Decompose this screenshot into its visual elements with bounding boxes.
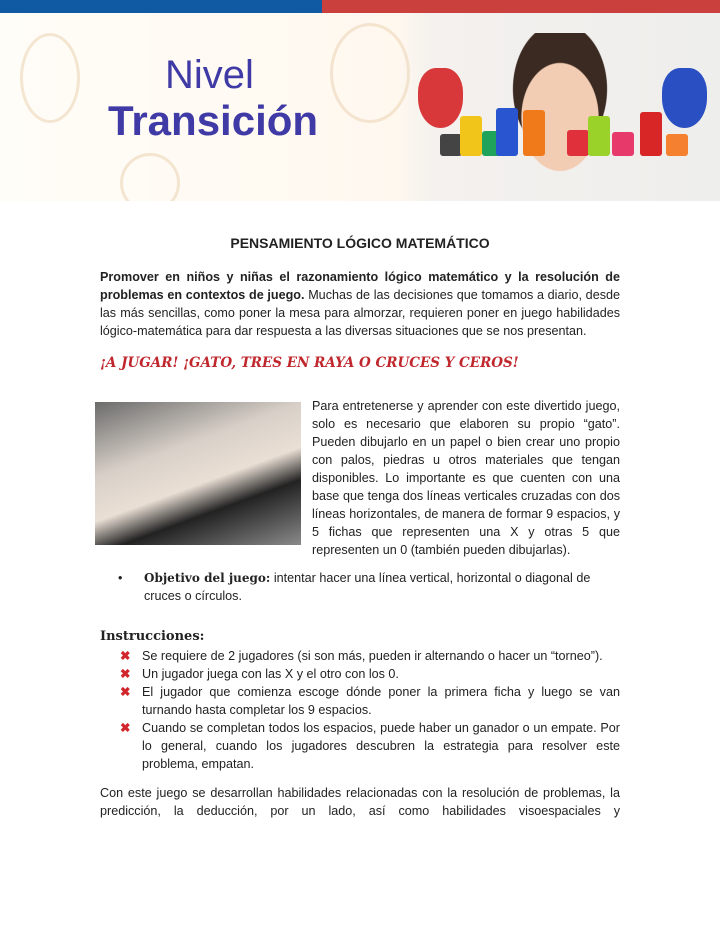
paint-jar (567, 130, 589, 156)
paint-jar (496, 108, 518, 156)
list-item-text: Un jugador juega con las X y el otro con los 0. (142, 667, 399, 681)
objective-item (100, 569, 620, 605)
list-item-text: El jugador que comienza escoge dónde poner la primera ficha y luego se van turnando hasta completar los 9 espacios. (142, 685, 620, 717)
logo-nivel: Nivel (165, 53, 254, 97)
painted-hand (662, 68, 707, 128)
doodle-decoration (20, 33, 80, 123)
page-title: PENSAMIENTO LÓGICO MATEMÁTICO (230, 235, 490, 251)
list-item (100, 647, 620, 665)
paint-jar (612, 132, 634, 156)
list-item-text: Se requiere de 2 jugadores (si son más, pueden ir alternando o hacer un “torneo”). (142, 649, 603, 663)
paint-jar (523, 110, 545, 156)
header-bar-blue (0, 0, 322, 13)
paint-jar (588, 116, 610, 156)
child-playing-tic-tac-toe-photo (95, 402, 301, 545)
doodle-decoration (120, 153, 180, 201)
intro-paragraph (100, 268, 620, 340)
list-item-text: Cuando se completan todos los espacios, puede haber un ganador o un empate. Por lo general, cuando los jugadores descubren la estrategia para resolver este problema, empatan. (142, 721, 620, 771)
cross-icon: ✖ (120, 667, 131, 681)
instructions-heading: Instrucciones: (100, 629, 205, 644)
bullet-icon: • (118, 571, 123, 585)
header-banner (0, 13, 720, 201)
paint-jar (460, 116, 482, 156)
cross-icon: ✖ (120, 721, 131, 735)
list-item (100, 719, 620, 773)
paint-jar (666, 134, 688, 156)
paint-jar (640, 112, 662, 156)
cross-icon: ✖ (120, 649, 131, 663)
cross-icon: ✖ (120, 685, 131, 699)
list-item (100, 683, 620, 719)
logo-transicion: Transición (108, 97, 319, 144)
painted-hand (418, 68, 463, 128)
doodle-decoration (330, 23, 410, 123)
section-heading: ¡A JUGAR! ¡GATO, TRES EN RAYA O CRUCES Y CEROS! (100, 355, 519, 371)
instructions-section (100, 628, 620, 773)
objective-text: intentar hacer una línea vertical, horizontal o diagonal de cruces o círculos. (144, 571, 591, 603)
paint-jar (440, 134, 462, 156)
intro-bold: Promover en niños y niñas el razonamiento lógico matemático y la resolución de problemas en contextos de juego. (100, 270, 620, 302)
closing-paragraph: Con este juego se desarrollan habilidades relacionadas con la resolución de problemas, la predicción, la deducción, por un lado, así como habilidades visoespaciales y (100, 786, 620, 818)
list-item (100, 665, 620, 683)
intro-text: Muchas de las decisiones que tomamos a diario, desde las más sencillas, como poner la mesa para almorzar, requieren poner en juego habilidades lógico-matemática para dar respuesta a las diversas situaciones que se nos presentan. (100, 288, 620, 338)
game-description: Para entretenerse y aprender con este divertido juego, solo es necesario que elaboren su propio “gato”. Pueden dibujarlo en un papel o bien crear uno propio con palos, piedras u otros materiales que tengan disponibles. Lo importante es que cuenten con una base que tenga dos líneas verticales cruzadas con dos líneas horizontales, de manera de formar 9 espacios, y 5 fichas que representen una X y otras 5 que representen un 0 (también pueden dibujarlas). (312, 399, 620, 557)
header-bar-red (322, 0, 720, 13)
objective-label: Objetivo del juego: (144, 571, 271, 585)
